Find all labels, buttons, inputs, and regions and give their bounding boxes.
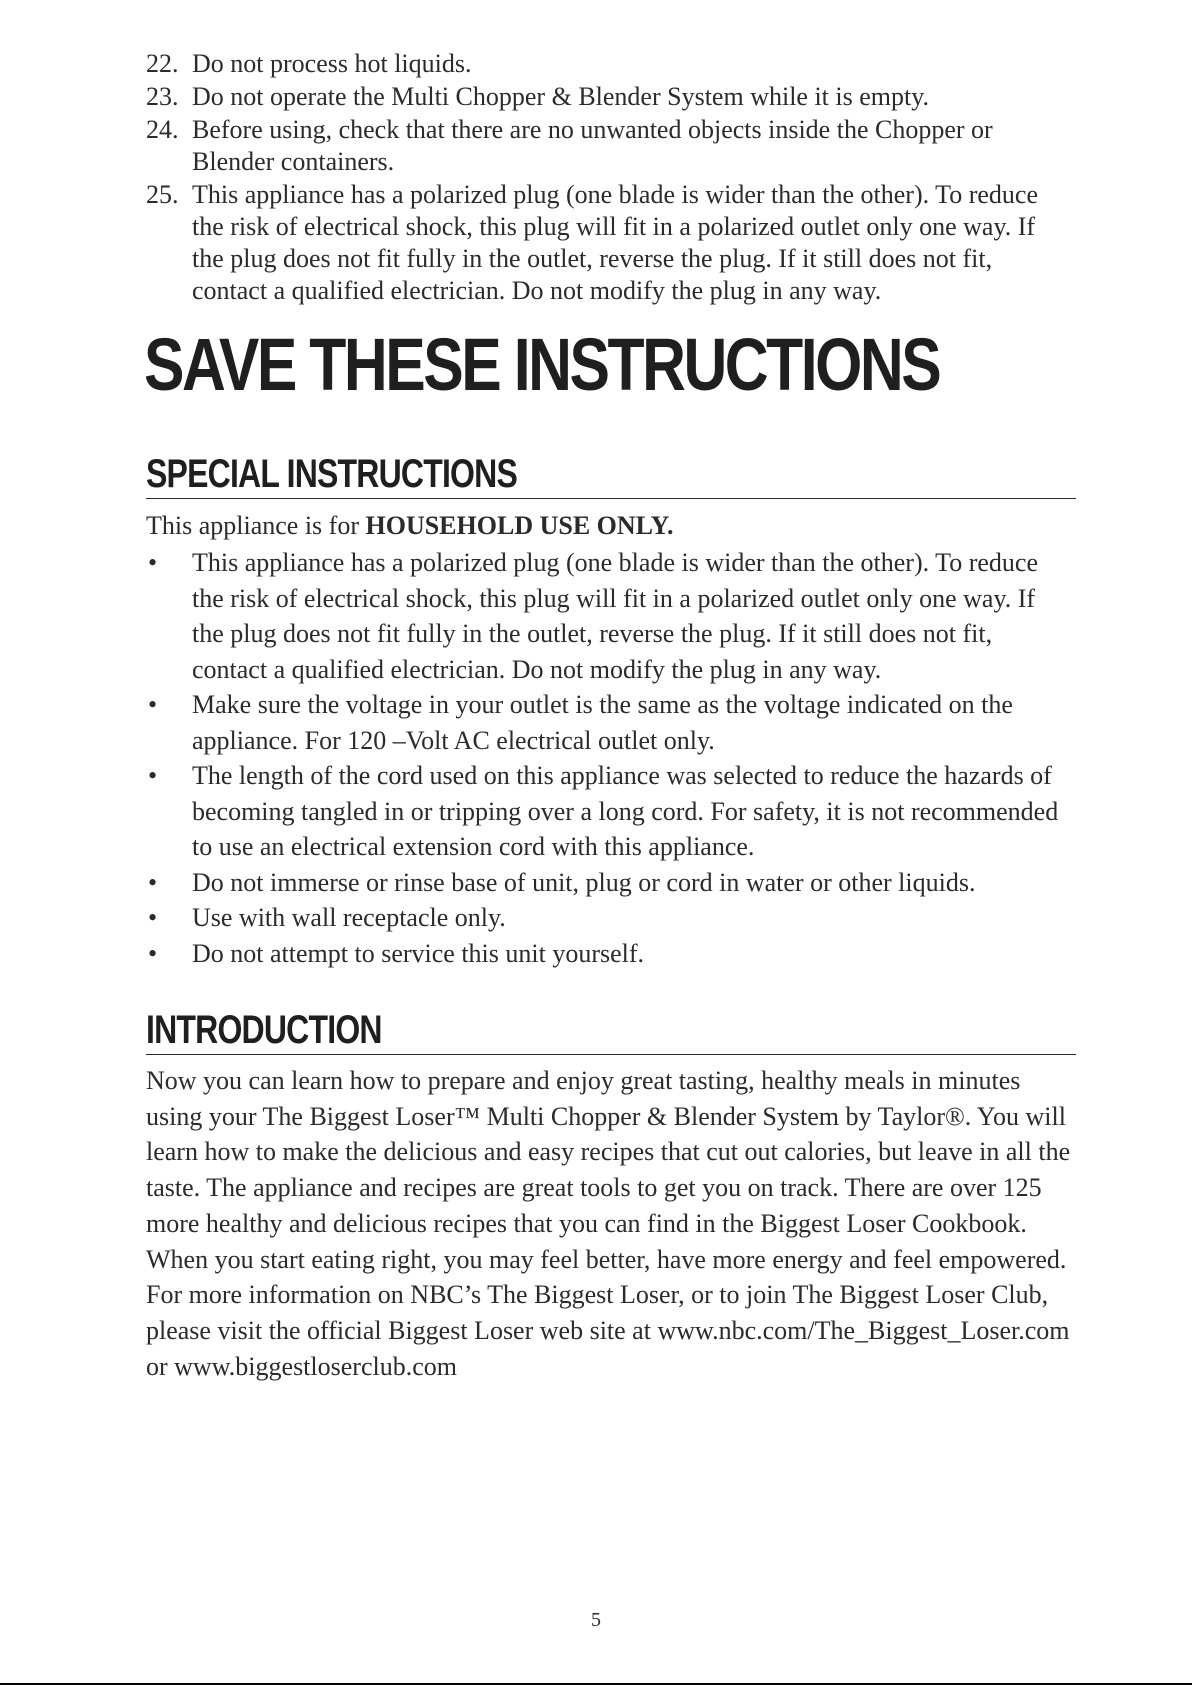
list-item xyxy=(146,179,1070,307)
list-item xyxy=(146,81,1070,113)
household-use-line xyxy=(146,510,674,542)
bullet-text: Make sure the voltage in your outlet is the same as the voltage indicated on the appliance. For 120 –Volt AC electrical outlet only. xyxy=(192,690,1013,755)
bullet-icon: • xyxy=(148,761,158,790)
bullet-text: Use with wall receptacle only. xyxy=(192,903,506,932)
list-item xyxy=(146,687,1070,758)
bullet-icon: • xyxy=(148,690,158,719)
introduction-heading xyxy=(146,1006,1076,1055)
introduction-paragraph: Now you can learn how to prepare and enjoy great tasting, healthy meals in minutes using your The Biggest Loser™ Multi Chopper & Blender System by Taylor®. You will learn how to make the delicious and easy recipes that cut out calories, but leave in all the taste. The appliance and recipes are great tools to get you on track. There are over 125 more healthy and delicious recipes that you can find in the Biggest Loser Cookbook. When you start eating right, you may feel better, have more energy and feel empowered. For more information on NBC’s The Biggest Loser, or to join The Biggest Loser Club, please visit the official Biggest Loser web site at www.nbc.com/The_Biggest_Loser.com or www.biggestloserclub.com xyxy=(146,1066,1071,1381)
item-number: 22. xyxy=(146,49,179,78)
numbered-safety-list xyxy=(146,48,1070,308)
list-item xyxy=(146,865,1070,901)
item-number: 23. xyxy=(146,82,179,111)
item-number: 25. xyxy=(146,180,179,209)
item-number: 24. xyxy=(146,115,179,144)
list-item xyxy=(146,48,1070,80)
introduction-title: INTRODUCTION xyxy=(146,1008,382,1052)
bullet-icon: • xyxy=(148,938,158,968)
list-item xyxy=(146,900,1070,936)
page-number: 5 xyxy=(591,1609,601,1631)
special-instructions-list xyxy=(146,545,1070,971)
list-item xyxy=(146,758,1070,865)
special-instructions-title: SPECIAL INSTRUCTIONS xyxy=(146,452,517,496)
bullet-icon: • xyxy=(148,867,158,897)
list-item xyxy=(146,545,1070,687)
list-item xyxy=(146,936,1070,972)
bullet-text: This appliance has a polarized plug (one blade is wider than the other). To reduce the risk of electrical shock, this plug will fit in a polarized outlet only one way. If the plug does not fit fully in the outlet, reverse the plug. If it still does not fit, contact a qualified electrician. Do not modify the plug in any way. xyxy=(192,548,1039,684)
special-instructions-heading xyxy=(146,450,1076,499)
bullet-icon: • xyxy=(148,548,158,577)
list-item xyxy=(146,114,1070,178)
household-prefix: This appliance is for xyxy=(146,511,366,540)
bullet-text: Do not attempt to service this unit yourself. xyxy=(192,938,645,968)
item-text: Do not operate the Multi Chopper & Blender System while it is empty. xyxy=(192,82,930,111)
bullet-text: Do not immerse or rinse base of unit, plug or cord in water or other liquids. xyxy=(192,867,976,897)
item-text: Before using, check that there are no unwanted objects inside the Chopper or Blender containers. xyxy=(192,115,993,176)
bullet-icon: • xyxy=(148,903,158,932)
item-text: This appliance has a polarized plug (one blade is wider than the other). To reduce the risk of electrical shock, this plug will fit in a polarized outlet only one way. If the plug does not fit fully in the outlet, reverse the plug. If it still does not fit, contact a qualified electrician. Do not modify the plug in any way. xyxy=(192,180,1039,305)
save-instructions-heading: SAVE THESE INSTRUCTIONS xyxy=(144,323,940,406)
bullet-text: The length of the cord used on this appliance was selected to reduce the hazards of becoming tangled in or tripping over a long cord. For safety, it is not recommended to use an electrical extension cord with this appliance. xyxy=(192,761,1059,861)
item-text: Do not process hot liquids. xyxy=(192,49,472,78)
household-bold: HOUSEHOLD USE ONLY. xyxy=(365,511,674,540)
